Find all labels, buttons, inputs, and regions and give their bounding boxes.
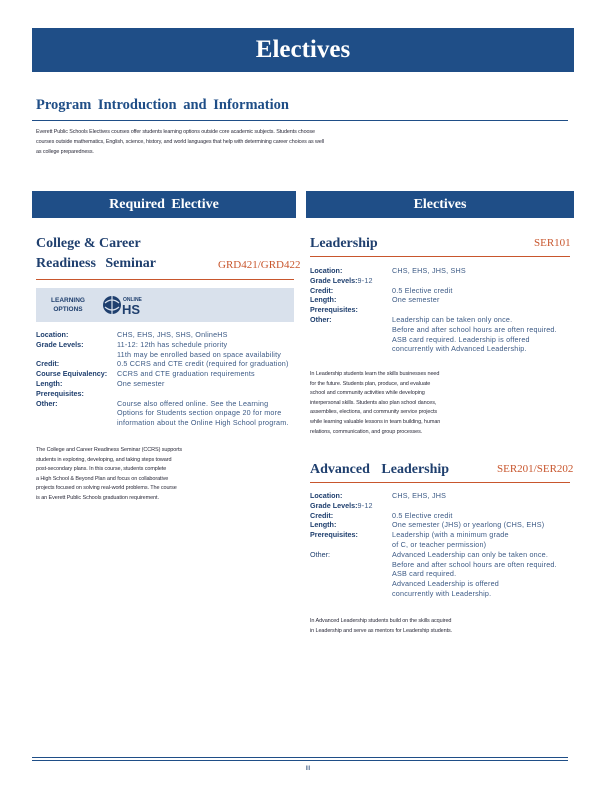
leadership-desc-line: In Leadership students learn the skills businesses need xyxy=(310,371,440,377)
ccrs-title-line1: College & Career xyxy=(36,236,141,251)
leadership-course-code: SER101 xyxy=(534,237,571,249)
ccrs-equivalency-value: CCRS and CTE graduation requirements xyxy=(117,369,255,379)
adv-prereq-value-2: of C, or teacher permission) xyxy=(392,539,487,549)
leadership-desc-line: assemblies, elections, and community service projects xyxy=(310,409,438,416)
leadership-other-value-2: Before and after school hours are often required. xyxy=(392,324,557,334)
ccrs-prereq-label: Prerequisites: xyxy=(36,388,84,398)
advanced-leadership-title: Advanced Leadership xyxy=(310,462,450,477)
ccrs-desc-line: projects focused on solving real-world problems. The course xyxy=(36,485,177,492)
leadership-credit-value: 0.5 Elective credit xyxy=(392,285,453,295)
leadership-other-value-4: concurrently with Advanced Leadership. xyxy=(392,344,527,354)
intro-paragraph: Everett Public Schools Electives courses offer students learning options outside core academic subjects. Students choose courses outside mathematics, English, science, history, and world languages that help with determining career choices as well as college preparedness. xyxy=(36,129,324,155)
leadership-desc-line: interpersonal skills. Students also plan school dances, xyxy=(310,399,437,406)
adv-length-label: Length: xyxy=(310,520,337,530)
adv-desc-line: in Leadership and serve as mentors for Leadership students. xyxy=(310,627,453,634)
leadership-divider xyxy=(310,256,570,257)
logo-top-text: ONLINE xyxy=(123,297,142,303)
leadership-location-value: CHS, EHS, JHS, SHS xyxy=(392,266,466,275)
intro-heading: Program Introduction and Information xyxy=(36,97,289,113)
leadership-grade-value: 9-12 xyxy=(357,275,373,285)
ccrs-grade-label: Grade Levels: xyxy=(36,339,84,349)
advanced-leadership-info xyxy=(310,491,572,599)
ccrs-desc-line: post-secondary plans. In this course, students complete xyxy=(36,466,167,473)
page-title-banner xyxy=(32,28,574,72)
adv-location-label: Location: xyxy=(310,491,343,500)
leadership-other-value-3: ASB card required. Leadership is offered xyxy=(392,334,530,344)
ccrs-title xyxy=(36,234,156,274)
footer-divider-second xyxy=(32,760,568,761)
ccrs-description xyxy=(36,446,296,504)
leadership-prereq-label: Prerequisites: xyxy=(310,305,358,315)
ccrs-credit-label: Credit: xyxy=(36,359,60,369)
adv-other-value-4: Advanced Leadership is offered xyxy=(392,579,499,589)
ccrs-other-value-1: Course also offered online. See the Learning xyxy=(117,398,269,408)
required-elective-title: Required Elective xyxy=(109,197,219,212)
ccrs-equivalency-label: Course Equivalency: xyxy=(36,369,108,379)
footer-divider xyxy=(32,757,568,758)
leadership-length-value: One semester xyxy=(392,295,440,305)
advanced-leadership-description xyxy=(310,617,572,636)
adv-credit-value: 0.5 Elective credit xyxy=(392,510,453,520)
ccrs-divider xyxy=(36,279,294,280)
adv-prereq-value-1: Leadership (with a minimum grade xyxy=(392,530,509,540)
ccrs-title-line2: Readiness Seminar xyxy=(36,256,156,271)
adv-other-value-2: Before and after school hours are often required. xyxy=(392,559,557,569)
adv-other-value-5: concurrently with Leadership. xyxy=(392,588,492,598)
advanced-leadership-divider xyxy=(310,482,570,483)
ccrs-other-value-2: Options for Students section onpage 20 for more xyxy=(117,408,282,418)
required-elective-header xyxy=(32,191,296,218)
electives-section-title: Electives xyxy=(413,197,467,212)
leadership-info xyxy=(310,266,572,354)
leadership-desc-line: relations, communication, and group processes. xyxy=(310,428,423,435)
ccrs-desc-line: a High School & Beyond Plan and focus on collaborative xyxy=(36,475,169,482)
ccrs-credit-value: 0.5 CCRS and CTE credit (required for graduation) xyxy=(117,359,289,369)
leadership-grade-label: Grade Levels: xyxy=(310,275,358,285)
online-hs-logo-icon xyxy=(102,293,148,317)
adv-credit-label: Credit: xyxy=(310,510,334,520)
ccrs-desc-line: The College and Career Readiness Seminar (CCRS) supports xyxy=(36,447,183,453)
leadership-title: Leadership xyxy=(310,236,378,251)
adv-other-value-1: Advanced Leadership can only be taken once. xyxy=(392,549,549,559)
adv-prereq-label: Prerequisites: xyxy=(310,530,358,540)
ccrs-length-label: Length: xyxy=(36,378,63,388)
ccrs-grade-value-2: 11th may be enrolled based on space availability xyxy=(117,349,282,359)
leadership-credit-label: Credit: xyxy=(310,285,334,295)
adv-other-value-3: ASB card required. xyxy=(392,569,457,579)
page-title: Electives xyxy=(255,36,351,63)
ccrs-course-code: GRD421/GRD422 xyxy=(218,259,301,271)
learning-options-label: LEARNING OPTIONS xyxy=(51,297,85,313)
ccrs-other-value-3: information about the Online High School program. xyxy=(117,418,289,428)
ccrs-length-value: One semester xyxy=(117,378,165,388)
ccrs-other-label: Other: xyxy=(36,398,58,408)
page-number: III xyxy=(305,766,311,772)
intro-divider xyxy=(32,120,568,121)
leadership-description xyxy=(310,370,572,437)
electives-header xyxy=(306,191,574,218)
adv-grade-value: 9-12 xyxy=(357,500,373,510)
ccrs-info xyxy=(36,330,298,428)
adv-grade-label: Grade Levels: xyxy=(310,500,358,510)
ccrs-location-label: Location: xyxy=(36,330,69,339)
adv-other-label: Other: xyxy=(310,549,330,559)
advanced-leadership-course-code: SER201/SER202 xyxy=(497,463,574,475)
ccrs-desc-line: is an Everett Public Schools graduation requirement. xyxy=(36,494,159,501)
adv-location-value: CHS, EHS, JHS xyxy=(392,491,447,500)
ccrs-grade-value-1: 11-12: 12th has schedule priority xyxy=(117,339,228,349)
ccrs-desc-line: students in exploring, developing, and taking steps toward xyxy=(36,456,172,463)
adv-length-value: One semester (JHS) or yearlong (CHS, EHS) xyxy=(392,520,545,530)
leadership-other-label: Other: xyxy=(310,314,332,324)
leadership-desc-line: while learning valuable lessons in team building, human xyxy=(310,418,441,425)
leadership-desc-line: for the future. Students plan, produce, and evaluate xyxy=(310,380,431,387)
ccrs-location-value: CHS, EHS, JHS, SHS, OnlineHS xyxy=(117,330,228,339)
logo-main-text: HS xyxy=(122,302,141,317)
leadership-location-label: Location: xyxy=(310,266,343,275)
leadership-other-value-1: Leadership can be taken only once. xyxy=(392,314,513,324)
leadership-desc-line: school and community activities while developing xyxy=(310,390,425,397)
adv-desc-line: In Advanced Leadership students build on the skills acquired xyxy=(310,618,452,624)
learning-options-box xyxy=(36,288,294,322)
leadership-length-label: Length: xyxy=(310,295,337,305)
